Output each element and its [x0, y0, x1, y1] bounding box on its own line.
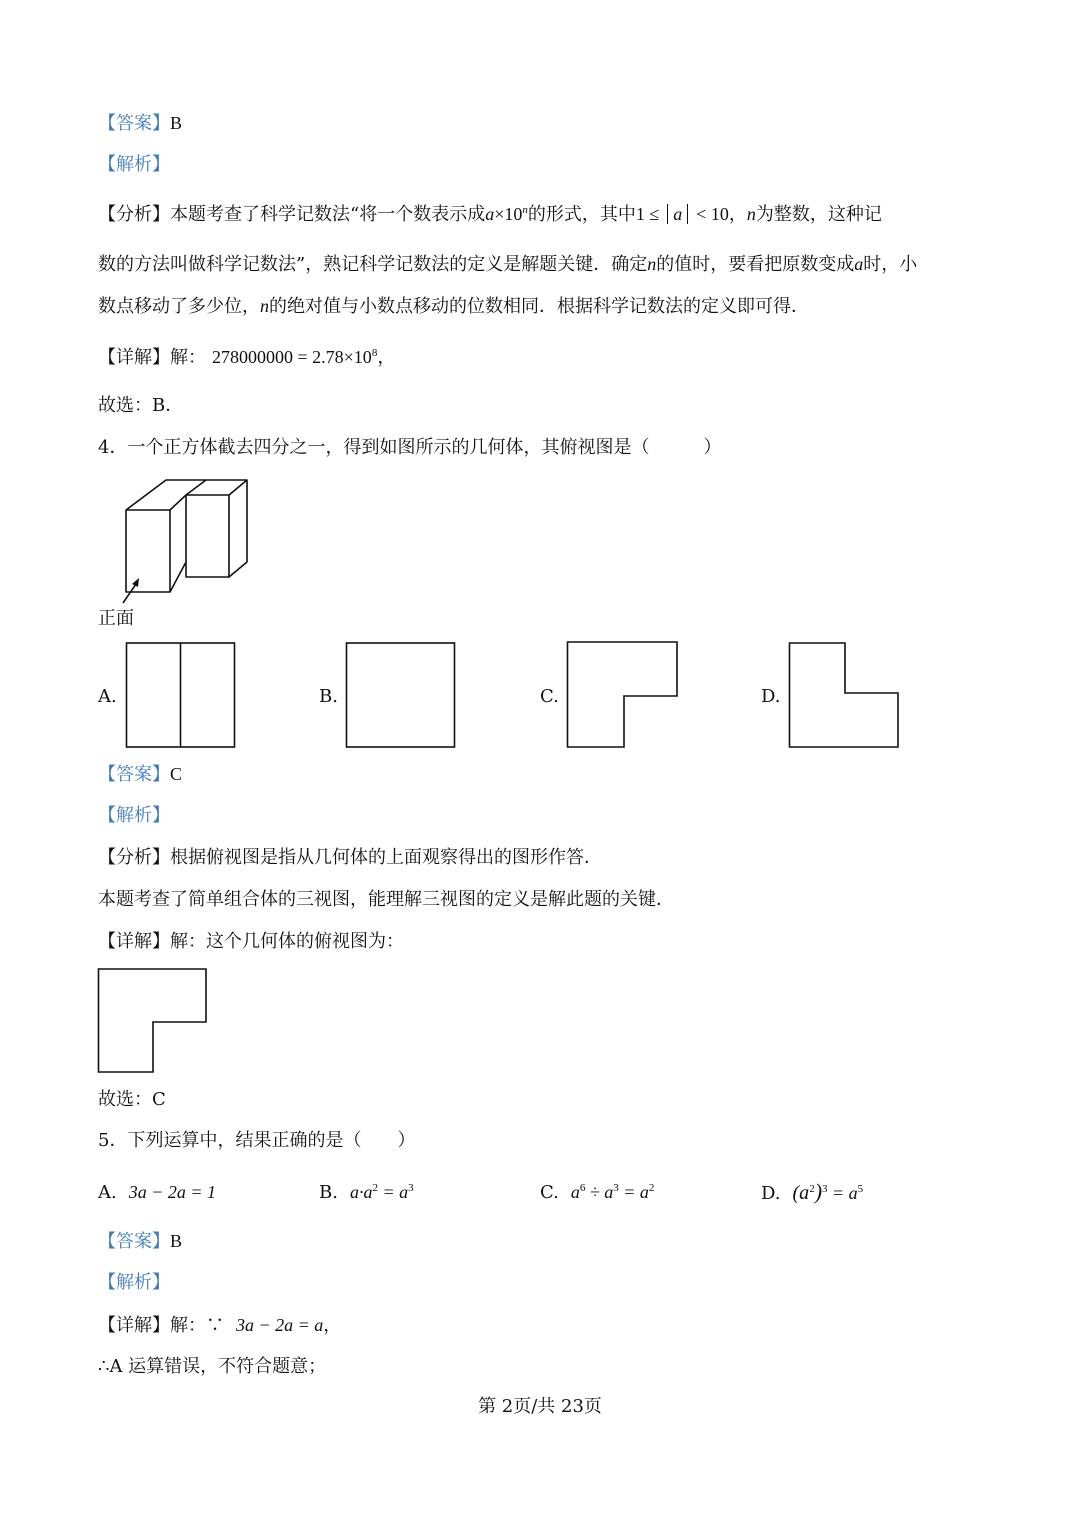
q4-note-line: 本题考查了简单组合体的三视图，能理解三视图的定义是解此题的关键． — [98, 889, 674, 910]
q5-answer-line — [98, 1229, 182, 1254]
option-b-figure — [345, 641, 457, 749]
front-arrow — [123, 584, 136, 603]
math-exponent: 8 — [371, 347, 378, 359]
analysis-tag: 【解析】 — [98, 1272, 170, 1293]
fenxi-text: ， — [728, 204, 747, 225]
math-exponent: 6 — [579, 1182, 586, 1194]
fenxi-text: 数的方法叫做科学记数法”，熟记科学记数法的定义是解题关键．确定 — [98, 254, 648, 275]
detail-text: ， — [377, 347, 396, 368]
math-expr: a·a — [349, 1182, 373, 1202]
option-c-figure — [566, 640, 680, 750]
fenxi-text: 的形式，其中 — [527, 204, 636, 225]
analysis-tag: 【解析】 — [98, 154, 170, 175]
fenxi-text: 时，小 — [863, 254, 918, 275]
math-expr: ÷ a — [585, 1182, 614, 1202]
math-text: < 10 — [696, 204, 729, 224]
math-expr: a — [570, 1182, 580, 1202]
answer-tag: 【答案】 — [98, 1231, 170, 1252]
option-a-figure — [125, 641, 237, 749]
q4-answer-line — [98, 762, 182, 787]
fenxi-text: 的值时，要看把原数变成 — [656, 254, 855, 275]
option-label: D. — [761, 1183, 781, 1204]
math-text: ×10 — [494, 204, 523, 224]
math-var: a — [485, 204, 495, 224]
detail-text: 解：这个几何体的俯视图为： — [170, 931, 404, 952]
math-exponent: 2 — [372, 1182, 378, 1194]
q4-detail-line — [98, 930, 404, 954]
q3-fenxi-line-2 — [98, 252, 917, 277]
q4-stem: 4．一个正方体截去四分之一，得到如图所示的几何体，其俯视图是（ ） — [98, 437, 722, 458]
q5-detail-line — [98, 1313, 341, 1338]
q5-option-a — [98, 1180, 216, 1205]
detail-text: 解： — [170, 347, 206, 368]
math-exponent: 3 — [613, 1182, 619, 1194]
front-label: 正面 — [98, 608, 134, 629]
fenxi-text: 为整数，这种记 — [755, 204, 882, 225]
math-exponent: 2 — [648, 1182, 655, 1194]
option-label: C. — [540, 1182, 559, 1203]
page-footer: 第 2页/共 23页 — [478, 1396, 602, 1417]
math-exponent: 3 — [822, 1183, 828, 1195]
q3-answer-line — [98, 111, 182, 136]
q4-fenxi-line — [98, 846, 602, 870]
fenxi-tag: 【分析】 — [98, 204, 170, 225]
fenxi-text: 本题考查了科学记数法“将一个数表示成 — [170, 204, 486, 225]
answer-tag: 【答案】 — [98, 113, 170, 134]
fenxi-text: 的绝对值与小数点移动的位数相同．根据科学记数法的定义即可得． — [269, 296, 809, 317]
detail-text: ， — [323, 1315, 342, 1336]
math-exponent: 3 — [408, 1182, 414, 1194]
option-label: A. — [98, 1182, 117, 1203]
q3-choose-line: 故选：B． — [98, 395, 184, 416]
q3-fenxi-line-1 — [98, 202, 882, 227]
option-label: B. — [319, 1182, 338, 1203]
q5-conclusion-line: ∴A 运算错误，不符合题意； — [98, 1356, 327, 1377]
q5-option-d — [761, 1180, 863, 1206]
math-text: 278000000 = 2.78×10 — [212, 347, 372, 367]
fenxi-text: 根据俯视图是指从几何体的上面观察得出的图形作答． — [170, 847, 602, 868]
option-b-label: B. — [319, 686, 338, 707]
arrow-head-icon — [132, 578, 139, 587]
detail-text: 解：∵ — [170, 1315, 224, 1336]
math-var: n — [260, 296, 269, 316]
math-expr: 3a − 2a = 1 — [128, 1182, 217, 1202]
option-d-figure — [788, 641, 900, 751]
math-abs: a — [667, 204, 688, 224]
math-text: 1 ≤ — [635, 204, 660, 224]
fenxi-tag: 【分析】 — [98, 847, 170, 868]
math-expr: 3a − 2a = a — [236, 1315, 324, 1335]
math-exponent: 5 — [857, 1183, 864, 1195]
q4-choose-line: 故选：C — [98, 1089, 166, 1110]
answer-tag: 【答案】 — [98, 764, 170, 785]
q3-fenxi-line-3 — [98, 294, 809, 319]
math-expr: = a — [618, 1182, 649, 1202]
fenxi-text: 数点移动了多少位， — [98, 296, 260, 317]
math-var: a — [854, 254, 864, 274]
option-d-label: D. — [761, 686, 781, 707]
q5-analysis-heading — [98, 1271, 170, 1295]
q5-option-b — [319, 1180, 414, 1205]
detail-tag: 【详解】 — [98, 1315, 170, 1336]
answer-value: B — [170, 1231, 183, 1251]
analysis-tag: 【解析】 — [98, 805, 170, 826]
q3-analysis-heading — [98, 153, 170, 177]
q5-stem: 5．下列运算中，结果正确的是（ ） — [98, 1130, 416, 1151]
answer-value: B — [170, 113, 183, 133]
detail-tag: 【详解】 — [98, 347, 170, 368]
q4-analysis-heading — [98, 804, 170, 828]
option-c-label: C. — [540, 686, 559, 707]
answer-value: C — [170, 764, 183, 784]
math-expr: = a — [827, 1183, 858, 1203]
math-expr: = a — [377, 1182, 409, 1202]
math-var: n — [647, 254, 657, 274]
q5-option-c — [540, 1180, 654, 1205]
math-expr: (a — [792, 1182, 810, 1204]
solid-figure — [120, 476, 280, 606]
q3-detail-line — [98, 345, 395, 370]
math-exponent: 2 — [809, 1183, 815, 1195]
detail-tag: 【详解】 — [98, 931, 170, 952]
math-var: n — [746, 204, 756, 224]
top-view-figure — [97, 967, 209, 1075]
math-expr: ) — [814, 1179, 823, 1204]
math-exponent: n — [522, 204, 528, 216]
option-a-label: A. — [98, 686, 117, 707]
